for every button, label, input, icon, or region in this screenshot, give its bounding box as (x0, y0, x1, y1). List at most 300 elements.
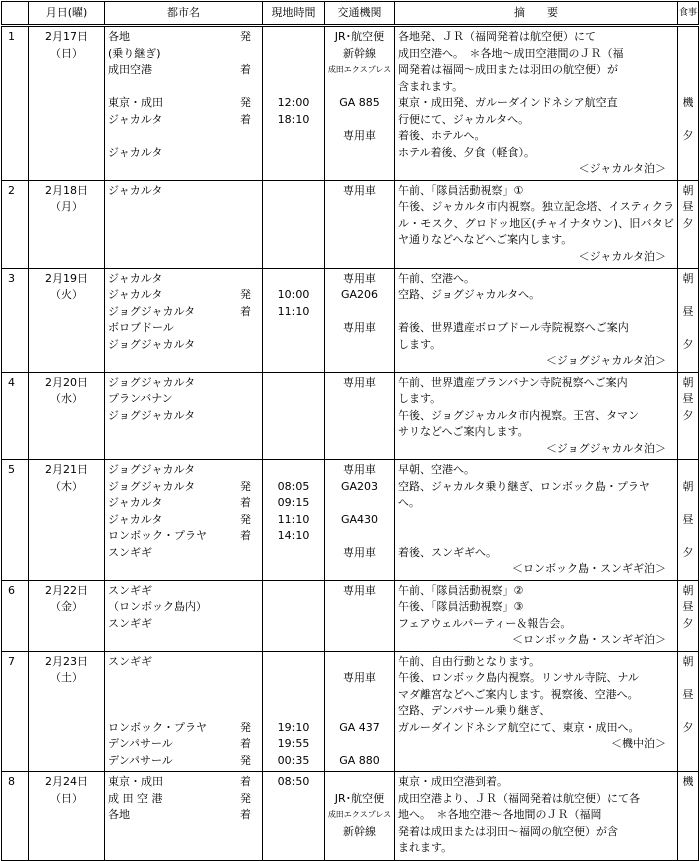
meal-item: 昼 (682, 512, 694, 526)
date-line: 2月22日 (45, 583, 88, 597)
city-line (108, 670, 259, 687)
time-line (263, 46, 324, 63)
header-row (2, 2, 699, 26)
summary-line: します。 (398, 392, 442, 405)
transport-line (325, 304, 394, 321)
meal-item: 朝 (682, 583, 694, 597)
day-number: 2 (8, 183, 15, 197)
city-line (108, 720, 259, 737)
time-line: 08:50 (277, 775, 310, 788)
city-line (108, 736, 259, 753)
city-action: 発 (240, 288, 251, 301)
city-cell (105, 460, 263, 581)
date-line: （月） (50, 200, 83, 213)
meal-item: 夕 (682, 408, 694, 422)
time-line (263, 145, 324, 162)
header-summary: 摘 要 (395, 2, 678, 26)
summary-line: 午前、「隊員活動視察」① (398, 183, 524, 197)
date-line: 2月21日 (45, 463, 88, 476)
city-name: ジョグジャカルタ (108, 304, 196, 318)
city-name: 成田空港 (108, 63, 152, 76)
city-name: （ロンボック島内） (108, 600, 207, 613)
meal-cell (678, 180, 699, 268)
summary-line: へ。 (398, 496, 420, 509)
summary-cell (395, 772, 678, 861)
header-date: 月日(曜) (29, 2, 105, 26)
meal-item (678, 753, 698, 770)
transport-line: 専用車 (343, 583, 376, 597)
meal-cell (678, 460, 699, 581)
day-number-cell (2, 460, 29, 581)
summary-line (398, 528, 674, 545)
transport-line (325, 495, 394, 512)
time-line: 00:35 (277, 753, 310, 767)
city-name: ジャカルタ (108, 145, 163, 159)
meal-item (678, 320, 698, 337)
date-line: 2月19日 (45, 271, 88, 285)
day-number: 8 (8, 775, 15, 788)
meal-item (678, 736, 698, 753)
date-line: 2月24日 (45, 775, 88, 788)
itinerary-row (2, 372, 699, 460)
city-line (108, 512, 259, 529)
meal-item: 夕 (682, 720, 694, 734)
city-line (108, 95, 259, 112)
overnight-stay: ＜機中泊＞ (611, 737, 666, 750)
header-meal: 食事 (678, 2, 699, 26)
header-time: 現地時間 (263, 2, 325, 26)
summary-line: 空路、ジョグジャカルタへ。 (398, 288, 541, 301)
city-action: 着 (240, 529, 251, 542)
summary-cell (395, 580, 678, 651)
summary-line: 成田空港より、ＪＲ（福岡発着は航空便）にて各 (398, 791, 640, 805)
city-name: ジョグジャカルタ (108, 375, 196, 389)
transport-line: 専用車 (343, 463, 376, 476)
summary-line: 午前、自由行動となります。 (398, 654, 541, 668)
time-cell (263, 651, 325, 772)
transport-cell (325, 772, 395, 861)
itinerary-row (2, 268, 699, 372)
overnight-stay: ＜ジャカルタ泊＞ (578, 162, 666, 175)
city-line (108, 375, 259, 392)
time-line (263, 599, 324, 616)
summary-line: 発着は成田または羽田～福岡の航空便）が含 (398, 824, 618, 838)
city-action: 着 (240, 63, 251, 76)
date-line: （日） (50, 46, 83, 60)
city-name: ジャカルタ (108, 183, 163, 197)
city-line (108, 495, 259, 512)
summary-line: 空路、デンパサール乗り継ぎ、 (398, 704, 551, 717)
meal-item (678, 29, 698, 46)
time-line: 19:55 (277, 737, 310, 750)
day-number: 1 (8, 30, 15, 43)
transport-cell (325, 26, 395, 181)
time-line (263, 408, 324, 425)
summary-line: 地へ。 ＊各地空港～各地間のＪＲ（福岡 (398, 808, 602, 821)
itinerary-row (2, 180, 699, 268)
day-number: 5 (8, 463, 15, 476)
time-line: 10:00 (277, 288, 310, 301)
city-action: 発 (240, 479, 251, 493)
city-action: 発 (240, 96, 251, 109)
city-line (108, 304, 259, 321)
transport-line (325, 599, 394, 616)
summary-line: 着後、スンギギへ。 (398, 545, 497, 559)
transport-line: 新幹線 (343, 46, 376, 60)
city-line (108, 337, 259, 354)
city-line (108, 62, 259, 79)
date-line: 2月18日 (45, 183, 88, 197)
city-name: スンギギ (108, 654, 152, 668)
meal-item: 昼 (682, 687, 694, 701)
meal-item (678, 112, 698, 129)
date-line: 2月17日 (45, 30, 88, 43)
city-line (108, 112, 259, 129)
meal-item: 昼 (682, 200, 694, 213)
date-line: 2月23日 (45, 654, 88, 668)
time-line (263, 654, 324, 671)
city-line (108, 583, 259, 600)
summary-line: 成田空港へ。 ＊各地～成田空港間のＪＲ（福 (398, 46, 624, 60)
city-name: ジャカルタ (108, 271, 163, 285)
transport-line (325, 654, 394, 671)
transport-line (325, 112, 394, 129)
itinerary-row (2, 772, 699, 861)
day-number-cell (2, 372, 29, 460)
city-name: ジャカルタ (108, 512, 163, 526)
time-line (263, 271, 324, 288)
transport-line (325, 337, 394, 354)
transport-cell (325, 580, 395, 651)
time-line: 18:10 (277, 112, 310, 126)
summary-line: 含まれます。 (398, 79, 464, 93)
summary-cell (395, 268, 678, 372)
transport-line: 専用車 (343, 375, 376, 389)
date-line: （木） (50, 479, 83, 493)
meal-item: 昼 (682, 600, 694, 613)
overnight-stay: ＜ジャカルタ泊＞ (578, 249, 666, 263)
transport-line: 専用車 (343, 271, 376, 285)
time-line: 12:00 (277, 96, 310, 109)
meal-item (678, 528, 698, 545)
time-line: 19:10 (277, 720, 310, 734)
city-cell (105, 772, 263, 861)
time-line (263, 29, 324, 46)
city-line (108, 79, 259, 96)
transport-line: 専用車 (343, 129, 376, 142)
city-line (108, 29, 259, 46)
date-line: （火） (50, 288, 83, 301)
summary-line (398, 512, 674, 529)
summary-line: 午前、世界遺産プランバナン寺院視察へご案内 (398, 375, 628, 389)
time-line (263, 320, 324, 337)
city-line (108, 807, 259, 824)
city-name: ロンボック・プラヤ (108, 529, 207, 542)
time-line (263, 462, 324, 479)
day-number: 6 (8, 583, 15, 597)
transport-line (325, 616, 394, 633)
transport-line: GA 437 (339, 720, 380, 734)
meal-item: 機 (682, 775, 694, 788)
transport-line (325, 774, 394, 791)
transport-line: GA 880 (339, 753, 380, 767)
time-line (263, 703, 324, 720)
city-name: ジョグジャカルタ (108, 408, 196, 422)
meal-item (678, 670, 698, 687)
day-number-cell (2, 268, 29, 372)
meal-item (678, 46, 698, 63)
transport-line: 専用車 (343, 671, 376, 684)
city-line (108, 271, 259, 288)
time-line (263, 670, 324, 687)
city-line (108, 391, 259, 408)
time-line (263, 62, 324, 79)
city-name: 各地 (108, 30, 130, 43)
transport-cell (325, 180, 395, 268)
time-line: 11:10 (277, 512, 310, 526)
transport-line (325, 528, 394, 545)
summary-line: 東京・成田空港到着。 (398, 775, 508, 788)
city-name: ジョグジャカルタ (108, 463, 196, 476)
city-line (108, 616, 259, 633)
city-name: ジャカルタ (108, 496, 163, 509)
date-cell (29, 268, 105, 372)
city-name: ボロブドール (108, 321, 174, 334)
meal-item (678, 703, 698, 720)
transport-line (325, 145, 394, 162)
date-cell (29, 180, 105, 268)
transport-line: 新幹線 (343, 824, 376, 838)
overnight-stay: ＜ジョグジャカルタ泊＞ (545, 354, 666, 367)
city-line (108, 528, 259, 545)
city-name: スンギギ (108, 583, 152, 597)
time-cell (263, 772, 325, 861)
day-number: 7 (8, 654, 15, 668)
time-line: 14:10 (277, 529, 310, 542)
summary-line: 午後、ジョグジャカルタ市内視察。王宮、タマン (398, 408, 640, 422)
itinerary-row (2, 651, 699, 772)
city-cell (105, 580, 263, 651)
time-line (263, 616, 324, 633)
city-line (108, 408, 259, 425)
summary-line: 早朝、空港へ。 (398, 463, 475, 476)
date-cell (29, 772, 105, 861)
time-cell (263, 26, 325, 181)
summary-cell (395, 460, 678, 581)
meal-item: 夕 (682, 337, 694, 351)
city-line (108, 479, 259, 496)
transport-line: JR･航空便 (334, 30, 385, 43)
city-line (108, 654, 259, 671)
city-action: 発 (240, 720, 251, 734)
meal-cell (678, 580, 699, 651)
transport-line: 専用車 (343, 183, 376, 197)
meal-item: 昼 (682, 304, 694, 318)
itinerary-row (2, 26, 699, 181)
date-line: （金） (50, 600, 83, 613)
summary-line: します。 (398, 337, 442, 351)
city-name: ジョグジャカルタ (108, 479, 196, 493)
meal-item (678, 79, 698, 96)
time-line: 08:05 (277, 479, 310, 493)
summary-line: 午後、「隊員活動視察」③ (398, 600, 524, 613)
city-line (108, 687, 259, 704)
city-name: デンパサール (108, 737, 173, 750)
city-action: 着 (240, 775, 251, 788)
city-name: 各地 (108, 808, 130, 821)
summary-line: 空路、ジャカルタ乗り継ぎ、ロンボック島・プラヤ (398, 479, 650, 493)
header-city: 都市名 (105, 2, 263, 26)
city-action: 着 (240, 496, 251, 509)
city-line (108, 703, 259, 720)
summary-line: ガルーダインドネシア航空にて、東京・成田へ。 (398, 720, 640, 734)
date-cell (29, 372, 105, 460)
city-line (108, 320, 259, 337)
transport-line (325, 391, 394, 408)
time-line (263, 391, 324, 408)
transport-cell (325, 460, 395, 581)
city-cell (105, 651, 263, 772)
time-cell (263, 180, 325, 268)
summary-line: マダ離宮などへご案内します。視察後、空港へ。 (398, 687, 639, 701)
meal-cell (678, 651, 699, 772)
meal-item: 朝 (682, 271, 694, 285)
meal-item: 夕 (682, 129, 694, 142)
date-line: （水） (50, 392, 83, 405)
transport-line (325, 408, 394, 425)
summary-cell (395, 180, 678, 268)
city-name: プランバナン (108, 392, 173, 405)
city-line (108, 774, 259, 791)
transport-line (325, 703, 394, 720)
meal-item: 機 (682, 96, 694, 109)
summary-line: 午後、ジャカルタ市内視察。独立記念塔、イスティクラル・モスク、グロドッ地区(チャイナタウン)、旧バタビヤ通りなどへなどへご案内します。 (398, 200, 674, 246)
city-name: デンパサール (108, 753, 173, 767)
transport-line (325, 687, 394, 704)
meal-item (678, 495, 698, 512)
summary-cell (395, 372, 678, 460)
city-name: ジョグジャカルタ (108, 337, 196, 351)
city-line (108, 462, 259, 479)
itinerary-body (2, 26, 699, 861)
summary-line: 着後、世界遺産ボロブドール寺院視察へご案内 (398, 321, 629, 334)
day-number-cell (2, 180, 29, 268)
time-line (263, 687, 324, 704)
summary-cell (395, 26, 678, 181)
time-line (263, 545, 324, 562)
city-action: 着 (240, 737, 251, 750)
summary-cell (395, 651, 678, 772)
transport-cell (325, 651, 395, 772)
transport-cell (325, 268, 395, 372)
time-line (263, 79, 324, 96)
city-name: 東京・成田 (108, 96, 163, 109)
summary-line: 各地発、ＪＲ（福岡発着は航空便）にて (398, 30, 596, 43)
time-line (263, 128, 324, 145)
meal-item: 朝 (682, 375, 694, 389)
summary-line: 東京・成田発、ガルーダインドネシア航空直 (398, 96, 618, 109)
meal-item: 昼 (682, 392, 694, 405)
transport-line: GA 885 (339, 96, 380, 109)
city-name: 成 田 空 港 (108, 791, 163, 805)
summary-line: ホテル着後、夕食（軽食）。 (398, 145, 535, 159)
header-transport: 交通機関 (325, 2, 395, 26)
meal-item: 夕 (682, 216, 694, 230)
city-name: ジャカルタ (108, 288, 163, 301)
transport-cell (325, 372, 395, 460)
transport-line: 成田エクスプレス (327, 810, 392, 819)
city-cell (105, 268, 263, 372)
city-name: (乗り継ぎ) (108, 46, 161, 60)
date-cell (29, 26, 105, 181)
time-line (263, 807, 324, 824)
transport-line (325, 79, 394, 96)
meal-cell (678, 372, 699, 460)
day-number: 3 (8, 271, 15, 285)
city-line (108, 128, 259, 145)
transport-line: GA203 (340, 479, 379, 493)
city-line (108, 46, 259, 63)
city-line (108, 145, 259, 162)
transport-line: 専用車 (343, 321, 376, 334)
meal-item (678, 145, 698, 162)
meal-item: 夕 (682, 616, 694, 630)
meal-item: 朝 (682, 183, 694, 197)
summary-line: まれます。 (398, 841, 453, 854)
time-cell (263, 372, 325, 460)
time-line: 09:15 (277, 496, 310, 509)
city-action: 発 (240, 791, 251, 805)
date-cell (29, 651, 105, 772)
summary-line: フェアウェルパーティー＆報告会。 (398, 616, 572, 630)
summary-line: 午前、「隊員活動視察」② (398, 583, 524, 597)
transport-line (325, 736, 394, 753)
city-action: 着 (240, 304, 251, 318)
transport-line: 成田エクスプレス (327, 65, 392, 74)
city-action: 発 (240, 512, 251, 526)
date-line: 2月20日 (45, 375, 88, 389)
city-name: ロンボック・プラヤ (108, 720, 207, 734)
day-number-cell (2, 651, 29, 772)
summary-line: 行便にて、ジャカルタへ。 (398, 112, 530, 126)
date-line: （日） (50, 791, 83, 805)
summary-line: 午前、空港へ。 (398, 271, 475, 285)
city-line (108, 545, 259, 562)
city-name: 東京・成田 (108, 775, 163, 788)
meal-item: 夕 (682, 545, 694, 559)
day-number-cell (2, 772, 29, 861)
city-name: スンギギ (108, 545, 152, 559)
time-line (263, 375, 324, 392)
date-cell (29, 580, 105, 651)
time-line (263, 583, 324, 600)
summary-line: 午後、ロンボック島内視察。リンサル寺院、ナル (398, 671, 639, 684)
itinerary-row (2, 460, 699, 581)
time-cell (263, 268, 325, 372)
overnight-stay: ＜ロンボック島・スンギギ泊＞ (512, 633, 666, 646)
time-line (263, 791, 324, 808)
transport-line: GA206 (340, 288, 379, 301)
transport-line: 専用車 (343, 545, 376, 559)
transport-line: JR･航空便 (334, 791, 385, 805)
overnight-stay: ＜ロンボック島・スンギギ泊＞ (512, 562, 666, 575)
summary-line: サリなどへご案内します。 (398, 425, 529, 438)
meal-item (678, 62, 698, 79)
time-line (263, 337, 324, 354)
date-line: （土） (50, 671, 83, 684)
day-number: 4 (8, 375, 15, 389)
city-line (108, 183, 259, 200)
